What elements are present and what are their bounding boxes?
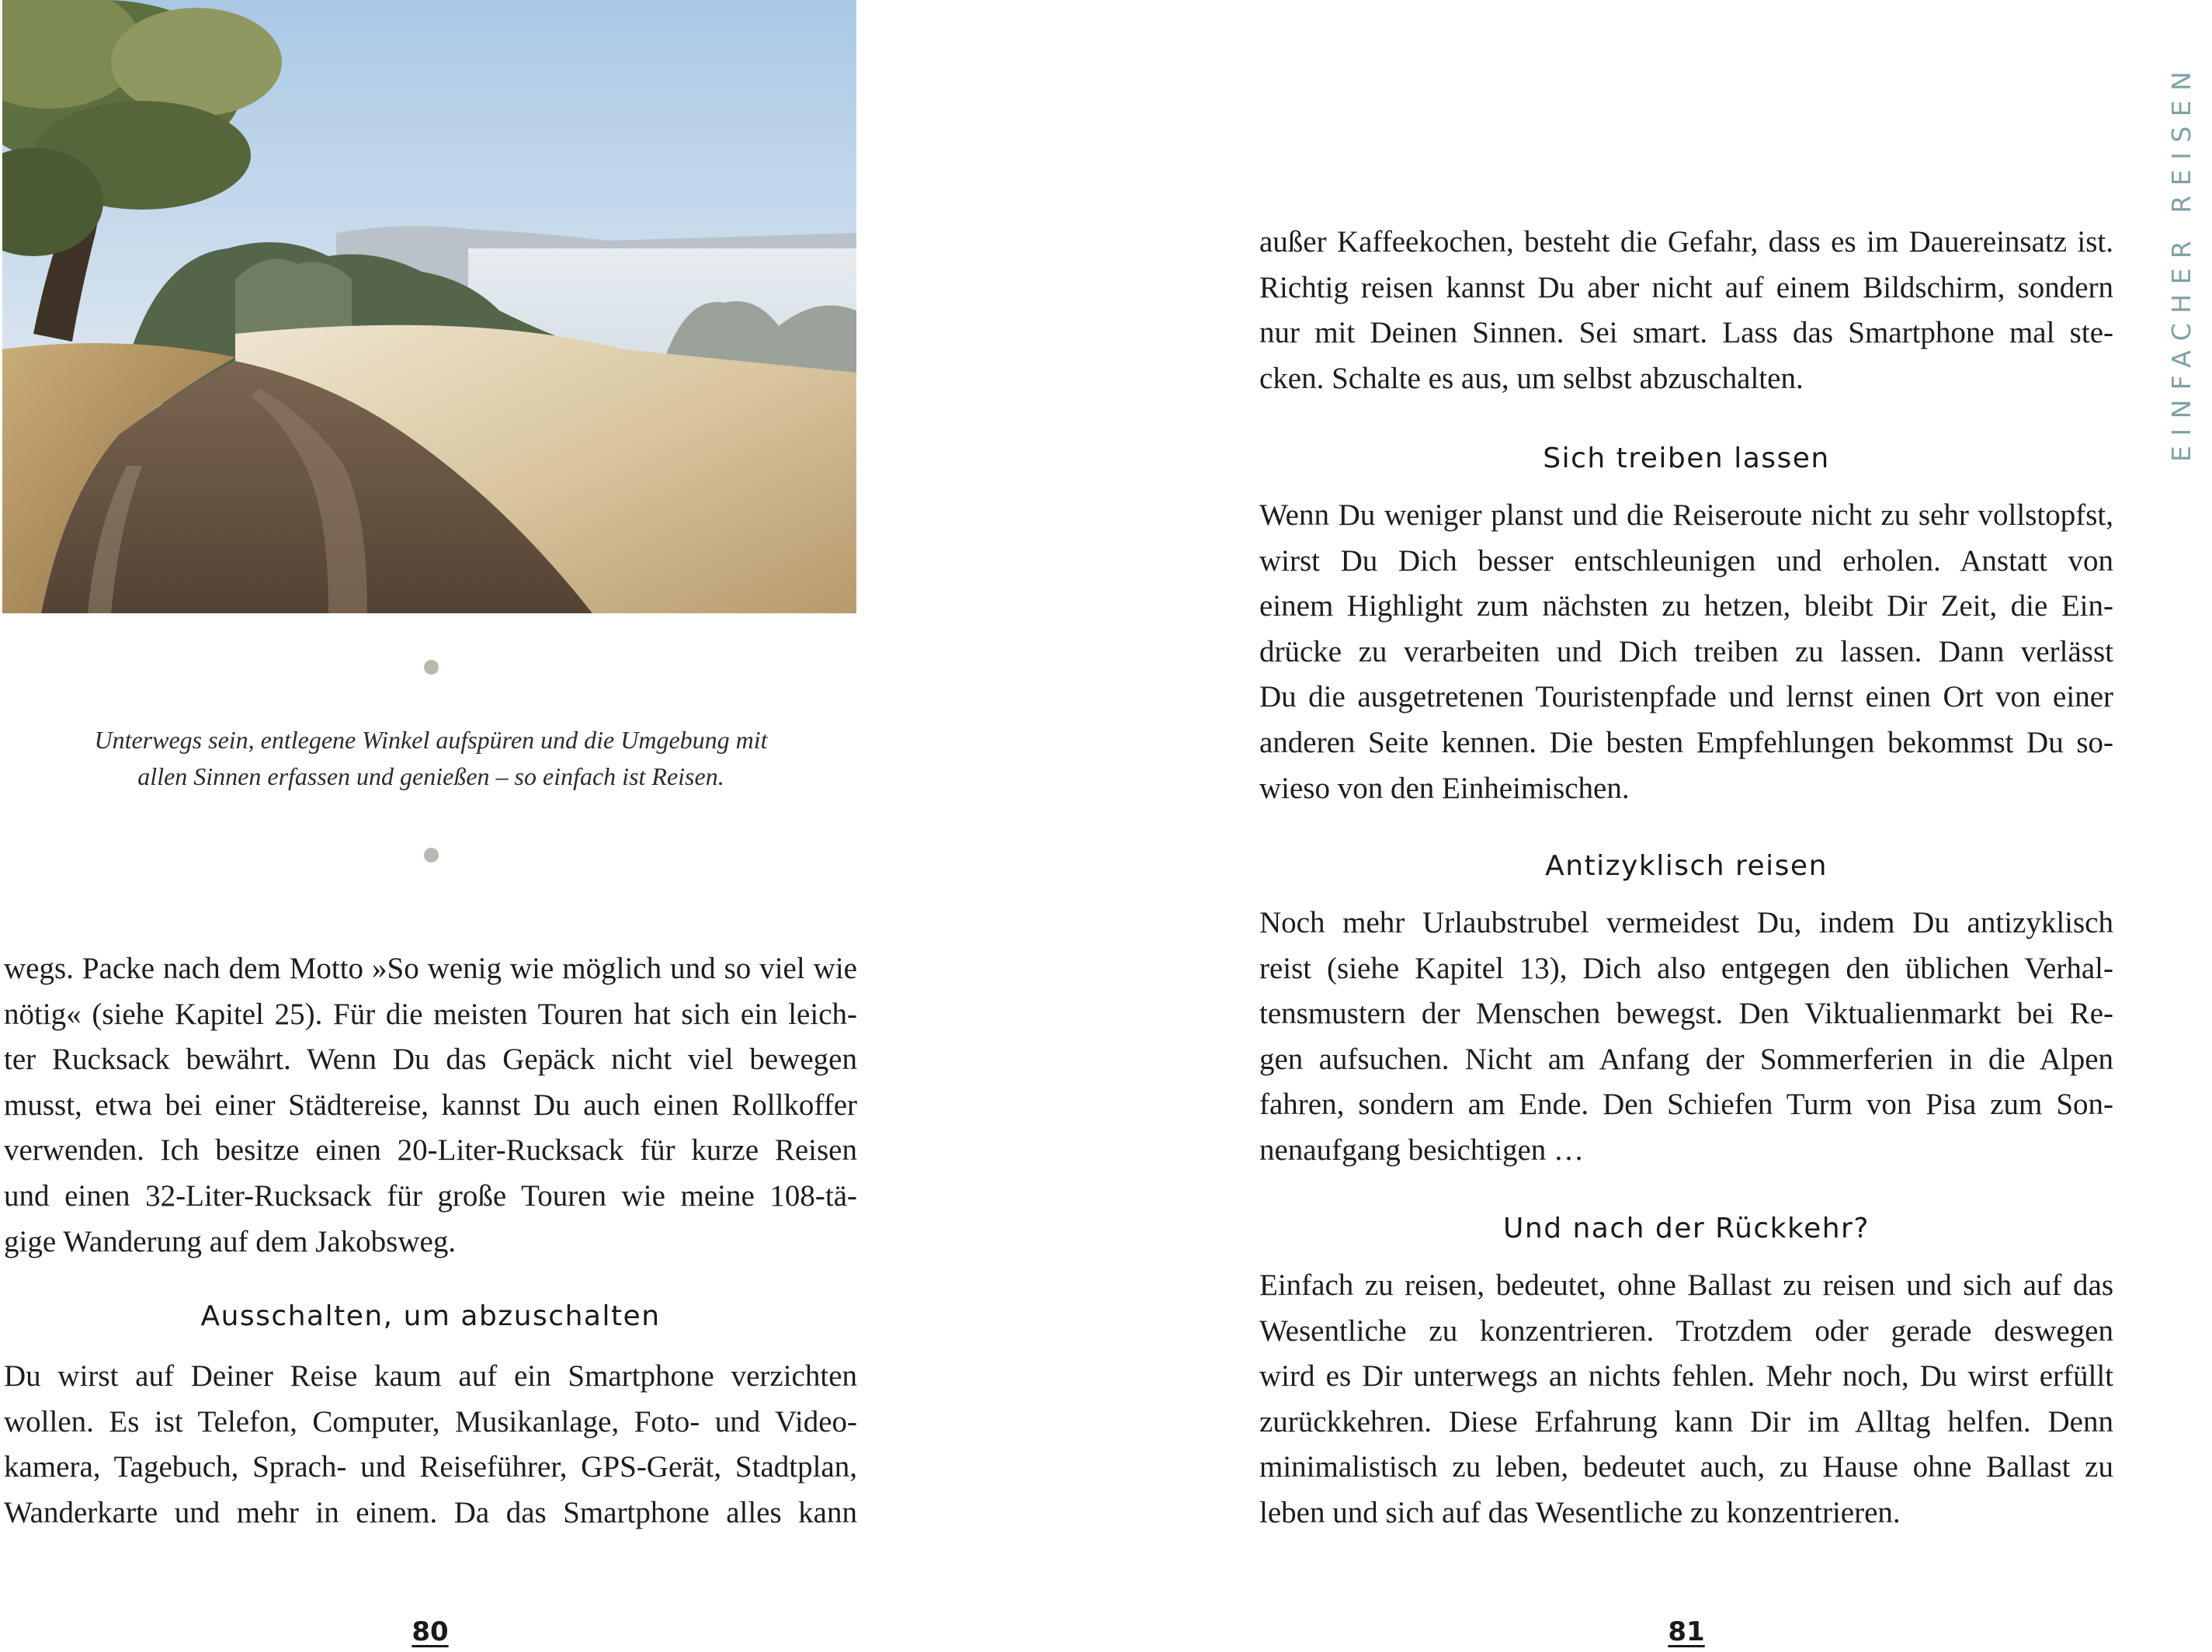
text-line: wird es Dir unterwegs an nichts fehlen. Mehr noch, Du wirst erfüllt bbox=[1259, 1359, 2113, 1393]
page-number: 81 bbox=[1668, 1616, 1705, 1647]
text-line: Du wirst auf Deiner Reise kaum auf ein Smartphone verzichten bbox=[4, 1359, 857, 1393]
text-line: und einen 32-Liter-Rucksack für große Touren wie meine 108-tä- bbox=[4, 1178, 857, 1213]
text-line: Wesentliche zu konzentrieren. Trotzdem oder gerade deswegen bbox=[1259, 1314, 2113, 1348]
page-number: 80 bbox=[411, 1616, 449, 1647]
text-line: Noch mehr Urlaubstrubel vermeidest Du, indem Du antizyklisch bbox=[1259, 906, 2113, 939]
text-line: wollen. Es ist Telefon, Computer, Musikanlage, Foto- und Video- bbox=[4, 1404, 857, 1439]
text-line: Du die ausgetretenen Touristenpfade und lernst einen Ort von einer bbox=[1259, 680, 2113, 714]
text-line: Wanderkarte und mehr in einem. Da das Smartphone alles kann bbox=[4, 1495, 857, 1529]
text-line: zurückkehren. Diese Erfahrung kann Dir im Alltag helfen. Denn bbox=[1259, 1404, 2113, 1439]
text-line: musst, etwa bei einer Städtereise, kannst Du auch einen Rollkoffer bbox=[4, 1088, 857, 1122]
text-line: tensmustern der Menschen bewegst. Den Viktualienmarkt bei Re- bbox=[1259, 997, 2113, 1031]
text-line: wirst Du Dich besser entschleunigen und erholen. Anstatt von bbox=[1259, 543, 2113, 578]
text-line: reist (siehe Kapitel 13), Dich also entgegen den üblichen Verhal- bbox=[1259, 951, 2113, 985]
landscape-photo-icon bbox=[2, 0, 856, 613]
text-line: Richtig reisen kannst Du aber nicht auf einem Bildschirm, sondern bbox=[1259, 270, 2113, 304]
text-line: ter Rucksack bewährt. Wenn Du das Gepäck nicht viel bewegen bbox=[4, 1043, 857, 1077]
caption-line: allen Sinnen erfassen und genießen – so einfach ist Reisen. bbox=[137, 762, 724, 790]
right-paragraph-1 bbox=[1259, 220, 2113, 401]
section-heading: Und nach der Rückkehr? bbox=[1503, 1213, 1870, 1244]
section-heading: Antizyklisch reisen bbox=[1545, 850, 1828, 882]
text-line: nötig« (siehe Kapitel 25). Für die meisten Touren hat sich ein leich- bbox=[4, 997, 857, 1031]
text-line: einem Highlight zum nächsten zu hetzen, bleibt Dir Zeit, die Ein- bbox=[1259, 589, 2113, 623]
text-line: außer Kaffeekochen, besteht die Gefahr, dass es im Dauereinsatz ist. bbox=[1259, 225, 2113, 259]
decorative-dot-bottom bbox=[424, 848, 439, 862]
landscape-photo bbox=[2, 0, 856, 613]
text-line: gen aufsuchen. Nicht am Anfang der Sommerferien in die Alpen bbox=[1259, 1042, 2113, 1076]
text-line: verwenden. Ich besitze einen 20-Liter-Rucksack für kurze Reisen bbox=[4, 1133, 857, 1168]
right-page bbox=[1259, 0, 2113, 1652]
right-paragraph-2 bbox=[1259, 493, 2113, 811]
caption-line: Unterwegs sein, entlegene Winkel aufspüren und die Umgebung mit bbox=[94, 726, 768, 754]
text-line: wegs. Packe nach dem Motto »So wenig wie möglich und so viel wie bbox=[4, 952, 857, 985]
right-paragraph-4 bbox=[1259, 1263, 2113, 1536]
text-line: minimalistisch zu leben, bedeutet auch, zu Hause ohne Ballast zu bbox=[1259, 1450, 2113, 1484]
left-paragraph-2 bbox=[4, 1354, 857, 1536]
running-head bbox=[2166, 61, 2197, 462]
text-line: cken. Schalte es aus, um selbst abzuschalten. bbox=[1259, 361, 1804, 395]
left-page bbox=[0, 0, 858, 1652]
text-line: gige Wanderung auf dem Jakobsweg. bbox=[4, 1224, 457, 1258]
left-paragraph-1 bbox=[4, 946, 857, 1265]
text-line: nur mit Deinen Sinnen. Sei smart. Lass das Smartphone mal ste- bbox=[1259, 316, 2113, 350]
text-line: leben und sich auf das Wesentliche zu konzentrieren. bbox=[1259, 1495, 1901, 1529]
section-heading: Sich treiben lassen bbox=[1543, 442, 1830, 474]
photo-caption bbox=[47, 722, 815, 795]
running-head-text: EINFACHER REISEN bbox=[2166, 61, 2196, 462]
text-line: Wenn Du weniger planst und die Reiseroute nicht zu sehr vollstopfst, bbox=[1259, 498, 2113, 532]
text-line: wieso von den Einheimischen. bbox=[1259, 771, 1630, 805]
decorative-dot-top bbox=[424, 660, 439, 675]
text-line: drücke zu verarbeiten und Dich treiben zu lassen. Dann verlässt bbox=[1259, 634, 2113, 668]
text-line: kamera, Tagebuch, Sprach- und Reiseführer, GPS-Gerät, Stadtplan, bbox=[4, 1450, 857, 1484]
text-line: fahren, sondern am Ende. Den Schiefen Turm von Pisa zum Son- bbox=[1259, 1088, 2113, 1122]
text-line: anderen Seite kennen. Die besten Empfehlungen bekommst Du so- bbox=[1259, 725, 2113, 759]
text-line: nenaufgang besichtigen … bbox=[1259, 1133, 1585, 1167]
section-heading: Ausschalten, um abzuschalten bbox=[200, 1300, 661, 1332]
right-paragraph-3 bbox=[1259, 901, 2113, 1174]
text-line: Einfach zu reisen, bedeutet, ohne Ballast zu reisen und sich auf das bbox=[1259, 1268, 2113, 1302]
